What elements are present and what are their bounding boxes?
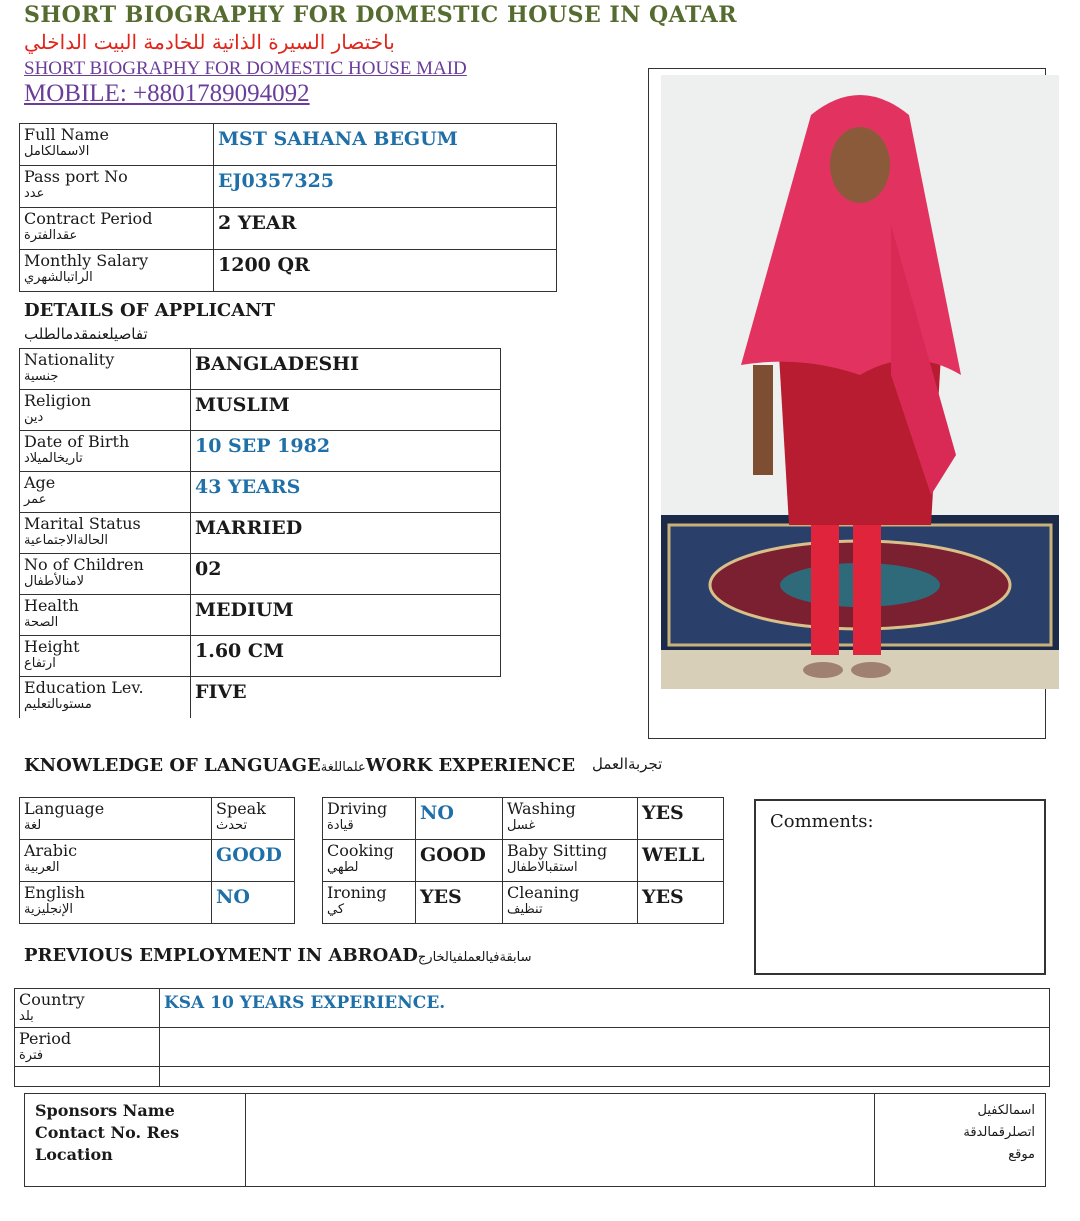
basic-info-table — [19, 123, 557, 292]
field-label: No of Children — [24, 555, 144, 574]
table-row — [15, 989, 1050, 1028]
table-row — [15, 1028, 1050, 1067]
driving-value: NO — [416, 798, 503, 840]
applicant-details-table — [19, 348, 501, 718]
table-row — [20, 798, 295, 840]
field-label: Pass port No — [24, 167, 128, 186]
english-level: NO — [212, 882, 295, 924]
education-value: FIVE — [191, 677, 501, 718]
field-label: Full Name — [24, 125, 109, 144]
period-label-arabic: فترة — [19, 1048, 44, 1063]
skill-label: Baby Sitting — [507, 841, 608, 860]
skill-label: Driving — [327, 799, 388, 818]
nationality-value: BANGLADESHI — [191, 349, 501, 390]
sponsor-table — [24, 1093, 1046, 1187]
previous-employment-arabic: سابقةفيالعملفيالخارج — [417, 950, 532, 965]
table-row — [20, 513, 501, 554]
column-header: Speak — [216, 799, 266, 818]
table-row — [20, 166, 557, 208]
arabic-level: GOOD — [212, 840, 295, 882]
applicant-photo — [661, 75, 1059, 689]
language-name-arabic: العربية — [24, 860, 60, 875]
knowledge-heading — [24, 755, 575, 776]
table-row — [15, 1067, 1050, 1087]
health-value: MEDIUM — [191, 595, 501, 636]
location-label-arabic: موقع — [1008, 1147, 1035, 1162]
skill-label-arabic: قيادة — [327, 818, 354, 833]
skill-label-arabic: تنظيف — [507, 902, 543, 917]
field-label-arabic: الحالةالاجتماعية — [24, 533, 108, 548]
skill-label-arabic: غسل — [507, 818, 536, 833]
baby-sitting-value: WELL — [638, 840, 724, 882]
date-of-birth-value: 10 SEP 1982 — [191, 431, 501, 472]
work-experience-table — [322, 797, 724, 924]
previous-employment-text: PREVIOUS EMPLOYMENT IN ABROAD — [24, 945, 418, 966]
field-label-arabic: ارتفاع — [24, 656, 56, 671]
language-name: English — [24, 883, 85, 902]
table-row — [20, 390, 501, 431]
field-label: Height — [24, 637, 80, 656]
table-row — [20, 595, 501, 636]
language-name-arabic: الإنجليزية — [24, 902, 74, 917]
table-row — [20, 124, 557, 166]
page-title-arabic: باختصار السيرة الذاتية للخادمة البيت الداخلي — [24, 30, 395, 54]
mobile-number: MOBILE: +8801789094092 — [24, 80, 310, 107]
table-row — [323, 840, 724, 882]
height-value: 1.60 CM — [191, 636, 501, 677]
comments-box — [754, 799, 1046, 975]
comments-label: Comments: — [770, 811, 874, 832]
country-label-arabic: بلد — [19, 1009, 34, 1024]
full-name-value: MST SAHANA BEGUM — [214, 124, 557, 166]
sponsor-values — [246, 1094, 875, 1187]
table-row — [20, 349, 501, 390]
field-label: Age — [24, 473, 56, 492]
children-value: 02 — [191, 554, 501, 595]
field-label: Date of Birth — [24, 432, 130, 451]
photo-frame — [648, 68, 1046, 739]
field-label-arabic: عقدالفترة — [24, 228, 78, 243]
table-row — [20, 554, 501, 595]
skill-label: Ironing — [327, 883, 387, 902]
table-row — [25, 1094, 1046, 1187]
field-label-arabic: لامنالأطفال — [24, 574, 85, 589]
monthly-salary-value: 1200 QR — [214, 250, 557, 292]
period-value — [160, 1028, 1050, 1067]
table-row — [20, 250, 557, 292]
field-label-arabic: عمر — [24, 492, 47, 507]
field-label: Health — [24, 596, 79, 615]
skill-label: Washing — [507, 799, 576, 818]
language-table — [19, 797, 295, 924]
table-row — [20, 472, 501, 513]
field-label: Nationality — [24, 350, 115, 369]
skill-label: Cooking — [327, 841, 394, 860]
field-label-arabic: عدد — [24, 186, 45, 201]
previous-employment-heading — [24, 945, 532, 966]
field-label: Education Lev. — [24, 678, 144, 697]
knowledge-heading-arabic: علماللغة — [320, 760, 366, 775]
contract-period-value: 2 YEAR — [214, 208, 557, 250]
sponsor-name-label-arabic: اسمالكفيل — [977, 1103, 1035, 1118]
field-label-arabic: الاسمالكامل — [24, 144, 90, 159]
country-label: Country — [19, 990, 85, 1009]
field-label-arabic: الصحة — [24, 615, 59, 630]
contact-label: Contact No. Res — [35, 1123, 180, 1142]
knowledge-heading-text: KNOWLEDGE OF LANGUAGE — [24, 755, 321, 776]
work-heading-text: WORK EXPERIENCE — [365, 755, 576, 776]
marital-status-value: MARRIED — [191, 513, 501, 554]
language-name: Arabic — [24, 841, 78, 860]
washing-value: YES — [638, 798, 724, 840]
passport-value: EJ0357325 — [214, 166, 557, 208]
field-label-arabic: مستوىالتعليم — [24, 697, 92, 712]
skill-label: Cleaning — [507, 883, 580, 902]
table-row — [20, 208, 557, 250]
work-heading-arabic: تجربةالعمل — [592, 755, 663, 773]
country-value: KSA 10 YEARS EXPERIENCE. — [160, 989, 1050, 1028]
details-heading: DETAILS OF APPLICANT — [24, 300, 276, 321]
cooking-value: GOOD — [416, 840, 503, 882]
sponsor-name-label: Sponsors Name — [35, 1101, 175, 1120]
field-label-arabic: دين — [24, 410, 44, 425]
skill-label-arabic: كي — [327, 902, 345, 917]
skill-label-arabic: لطهي — [327, 860, 359, 875]
field-label: Monthly Salary — [24, 251, 149, 270]
contact-label-arabic: اتصلرقمالدقة — [963, 1125, 1035, 1140]
table-row — [20, 840, 295, 882]
column-header: Language — [24, 799, 105, 818]
details-heading-arabic: تفاصيلعنمقدمالطلب — [24, 325, 148, 343]
religion-value: MUSLIM — [191, 390, 501, 431]
skill-label-arabic: استقبالاطفال — [507, 860, 578, 875]
table-row — [20, 882, 295, 924]
table-row — [323, 798, 724, 840]
age-value: 43 YEARS — [191, 472, 501, 513]
table-row — [20, 636, 501, 677]
location-label: Location — [35, 1145, 113, 1164]
field-label-arabic: الراتبالشهري — [24, 270, 93, 285]
table-row — [20, 677, 501, 718]
field-label: Religion — [24, 391, 92, 410]
page-subtitle: SHORT BIOGRAPHY FOR DOMESTIC HOUSE MAID — [24, 58, 467, 79]
field-label-arabic: تاريخالميلاد — [24, 451, 83, 466]
period-label: Period — [19, 1029, 72, 1048]
ironing-value: YES — [416, 882, 503, 924]
field-label: Contract Period — [24, 209, 153, 228]
page-title: SHORT BIOGRAPHY FOR DOMESTIC HOUSE IN QATAR — [24, 2, 738, 28]
cleaning-value: YES — [638, 882, 724, 924]
column-header-arabic: لغة — [24, 818, 42, 833]
column-header-arabic: تحدث — [216, 818, 248, 833]
table-row — [20, 431, 501, 472]
field-label: Marital Status — [24, 514, 141, 533]
previous-employment-table — [14, 988, 1050, 1087]
table-row — [323, 882, 724, 924]
field-label-arabic: جنسية — [24, 369, 59, 384]
